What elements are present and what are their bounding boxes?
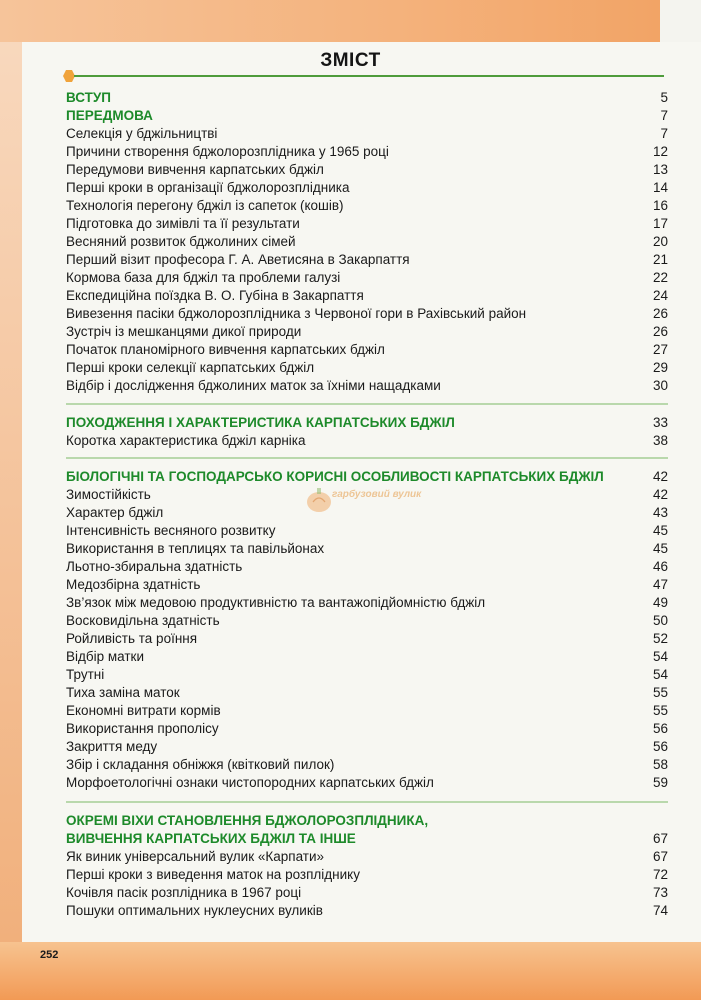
toc-entry — [66, 630, 668, 648]
toc-entry — [66, 269, 668, 287]
toc-entry-title: Весняний розвиток бджолиних сімей — [66, 234, 296, 249]
toc-entry — [66, 774, 668, 792]
toc-entry-page: 22 — [652, 270, 668, 285]
toc-entry-title: Медозбірна здатність — [66, 577, 201, 592]
toc-entry-page: 42 — [652, 487, 668, 502]
toc-entry-page: 27 — [652, 342, 668, 357]
toc-entry-title: Характер бджіл — [66, 505, 164, 520]
section-divider — [66, 403, 668, 405]
toc-entry-page: 56 — [652, 739, 668, 754]
toc-entry — [66, 305, 668, 323]
toc-entry-page: 52 — [652, 631, 668, 646]
toc-entry — [66, 341, 668, 359]
toc-entry-title: Використання в теплицях та павільйонах — [66, 541, 325, 556]
toc-entry-title: Коротка характеристика бджіл карніка — [66, 433, 306, 448]
toc-entry-title: Технологія перегону бджіл із сапеток (кошів) — [66, 198, 344, 213]
toc-entry-title: Зустріч із мешканцями дикої природи — [66, 324, 302, 339]
toc-entry-title: Морфоетологічні ознаки чистопородних карпатських бджіл — [66, 775, 434, 790]
toc-entry-page: 21 — [652, 252, 668, 267]
toc-entry-title: Перші кроки селекції карпатських бджіл — [66, 360, 315, 375]
toc-entry-page: 17 — [652, 216, 668, 231]
toc-entry-page: 16 — [652, 198, 668, 213]
toc-entry-title: Селекція у бджільництві — [66, 126, 218, 141]
toc-entry-page: 55 — [652, 685, 668, 700]
toc-entry-page: 30 — [652, 378, 668, 393]
toc-entry-title: Відбір матки — [66, 649, 144, 664]
toc-entry-page: 56 — [652, 721, 668, 736]
toc-entry — [66, 666, 668, 684]
toc-entry-title: Перші кроки з виведення маток на розпліднику — [66, 867, 360, 882]
toc-entry — [66, 884, 668, 902]
toc-entry-title: Збір і складання обніжжя (квітковий пилок) — [66, 757, 335, 772]
toc-entry-title: Тиха заміна маток — [66, 685, 180, 700]
toc-entry — [66, 902, 668, 920]
title-rule — [74, 75, 664, 77]
toc-entry-title: Кормова база для бджіл та проблеми галузі — [66, 270, 341, 285]
watermark-text: гарбузовий вулик — [332, 489, 422, 500]
toc-entry-title: Закриття меду — [66, 739, 158, 754]
toc-entry-title: ПОХОДЖЕННЯ І ХАРАКТЕРИСТИКА КАРПАТСЬКИХ БДЖІЛ — [66, 415, 455, 430]
toc-entry-page: 54 — [652, 667, 668, 682]
toc-entry-title: ВИВЧЕННЯ КАРПАТСЬКИХ БДЖІЛ ТА ІНШЕ — [66, 831, 356, 846]
toc-section-heading — [66, 414, 668, 432]
toc-entry-page: 20 — [652, 234, 668, 249]
section-divider — [66, 457, 668, 459]
toc-entry — [66, 504, 668, 522]
toc-entry — [66, 756, 668, 774]
toc-entry-title: Вивезення пасіки бджолорозплідника з Червоної гори в Рахівський район — [66, 306, 527, 321]
toc-entry-title: БІОЛОГІЧНІ ТА ГОСПОДАРСЬКО КОРИСНІ ОСОБЛИВОСТІ КАРПАТСЬКИХ БДЖІЛ — [66, 469, 604, 484]
toc-entry — [66, 323, 668, 341]
toc-entry — [66, 287, 668, 305]
toc-entry — [66, 720, 668, 738]
section-divider — [66, 801, 668, 803]
toc-entry — [66, 576, 668, 594]
toc-entry-title: Кочівля пасік розплідника в 1967 році — [66, 885, 302, 900]
toc-entry — [66, 233, 668, 251]
toc-section-heading — [66, 812, 668, 830]
toc-entry-page: 59 — [652, 775, 668, 790]
toc-entry-title: ПЕРЕДМОВА — [66, 108, 153, 123]
toc-entry-page: 14 — [652, 180, 668, 195]
toc-section-heading — [66, 468, 668, 486]
toc-entry — [66, 612, 668, 630]
toc-entry-title: Передумови вивчення карпатських бджіл — [66, 162, 324, 177]
toc-entry-page: 29 — [652, 360, 668, 375]
top-decorative-band — [0, 0, 660, 42]
toc-entry-page: 5 — [660, 90, 668, 105]
toc-entry-title: Підготовка до зимівлі та її результати — [66, 216, 300, 231]
toc-entry-page: 26 — [652, 324, 668, 339]
toc-entry-page: 38 — [652, 433, 668, 448]
page-title: ЗМІСТ — [320, 50, 381, 71]
toc-entry — [66, 432, 668, 450]
toc-entry-page: 72 — [652, 867, 668, 882]
toc-entry-title: Початок планомірного вивчення карпатських бджіл — [66, 342, 385, 357]
toc-entry-page: 55 — [652, 703, 668, 718]
left-decorative-band — [0, 42, 22, 942]
toc-entry-title: Зимостійкість — [66, 487, 151, 502]
bottom-decorative-band — [0, 942, 701, 1000]
toc-entry — [66, 738, 668, 756]
toc-entry-title: Інтенсивність весняного розвитку — [66, 523, 276, 538]
toc-entry-page: 58 — [652, 757, 668, 772]
toc-entry-page: 13 — [652, 162, 668, 177]
toc-entry-page: 74 — [652, 903, 668, 918]
toc-entry-title: Ройливість та роїння — [66, 631, 198, 646]
toc-section-heading — [66, 89, 668, 107]
toc-entry-page: 54 — [652, 649, 668, 664]
pumpkin-logo-icon — [304, 482, 334, 514]
toc-entry-page: 7 — [660, 108, 668, 123]
toc-entry-page: 45 — [652, 523, 668, 538]
toc-entry — [66, 125, 668, 143]
toc-entry — [66, 540, 668, 558]
toc-entry — [66, 359, 668, 377]
toc-entry — [66, 215, 668, 233]
toc-entry — [66, 179, 668, 197]
toc-entry-title: Трутні — [66, 667, 105, 682]
toc-entry — [66, 558, 668, 576]
toc-entry-page: 45 — [652, 541, 668, 556]
toc-entry-title: Відбір і дослідження бджолиних маток за їхніми нащадками — [66, 378, 441, 393]
toc-entry-page: 42 — [652, 469, 668, 484]
toc-entry-title: Економні витрати кормів — [66, 703, 221, 718]
toc-entry-page: 49 — [652, 595, 668, 610]
toc-entry — [66, 522, 668, 540]
toc-entry — [66, 684, 668, 702]
toc-entry — [66, 866, 668, 884]
toc-entry-page: 12 — [652, 144, 668, 159]
toc-entry-page: 47 — [652, 577, 668, 592]
toc-entry-page: 67 — [652, 831, 668, 846]
toc-entry-title: Перший візит професора Г. А. Аветисяна в Закарпаття — [66, 252, 410, 267]
toc-entry-title: Як виник універсальний вулик «Карпати» — [66, 849, 325, 864]
toc-entry — [66, 161, 668, 179]
toc-section-heading — [66, 830, 668, 848]
toc-entry-title: Перші кроки в організації бджолорозплідника — [66, 180, 350, 195]
toc-entry-title: Пошуки оптимальних нуклеусних вуликів — [66, 903, 323, 918]
toc-entry-title: Льотно-збиральна здатність — [66, 559, 243, 574]
toc-entry — [66, 848, 668, 866]
toc-entry-title: ОКРЕМІ ВІХИ СТАНОВЛЕННЯ БДЖОЛОРОЗПЛІДНИКА, — [66, 813, 429, 828]
toc-entry-page: 43 — [652, 505, 668, 520]
toc-entry-title: Причини створення бджолорозплідника у 1965 році — [66, 144, 389, 159]
page-number: 252 — [40, 949, 59, 961]
toc-entry-title: Використання прополісу — [66, 721, 219, 736]
toc-entry-page: 33 — [652, 415, 668, 430]
toc-entry — [66, 594, 668, 612]
toc-entry-page: 26 — [652, 306, 668, 321]
toc-entry — [66, 251, 668, 269]
toc-entry — [66, 197, 668, 215]
toc-entry-page: 67 — [652, 849, 668, 864]
toc-entry — [66, 143, 668, 161]
toc-entry-page: 7 — [660, 126, 668, 141]
toc-entry-title: Восковидільна здатність — [66, 613, 220, 628]
toc-entry-title: Експедиційна поїздка В. О. Губіна в Закарпаття — [66, 288, 364, 303]
toc-entry-page: 73 — [652, 885, 668, 900]
toc-entry-page: 46 — [652, 559, 668, 574]
toc-entry — [66, 377, 668, 395]
toc-entry-title: ВСТУП — [66, 90, 111, 105]
toc-entry — [66, 702, 668, 720]
toc-entry-page: 24 — [652, 288, 668, 303]
toc-section-heading — [66, 107, 668, 125]
toc-entry-page: 50 — [652, 613, 668, 628]
toc-entry-title: Зв’язок між медовою продуктивністю та вантажопідйомністю бджіл — [66, 595, 486, 610]
toc-entry — [66, 648, 668, 666]
